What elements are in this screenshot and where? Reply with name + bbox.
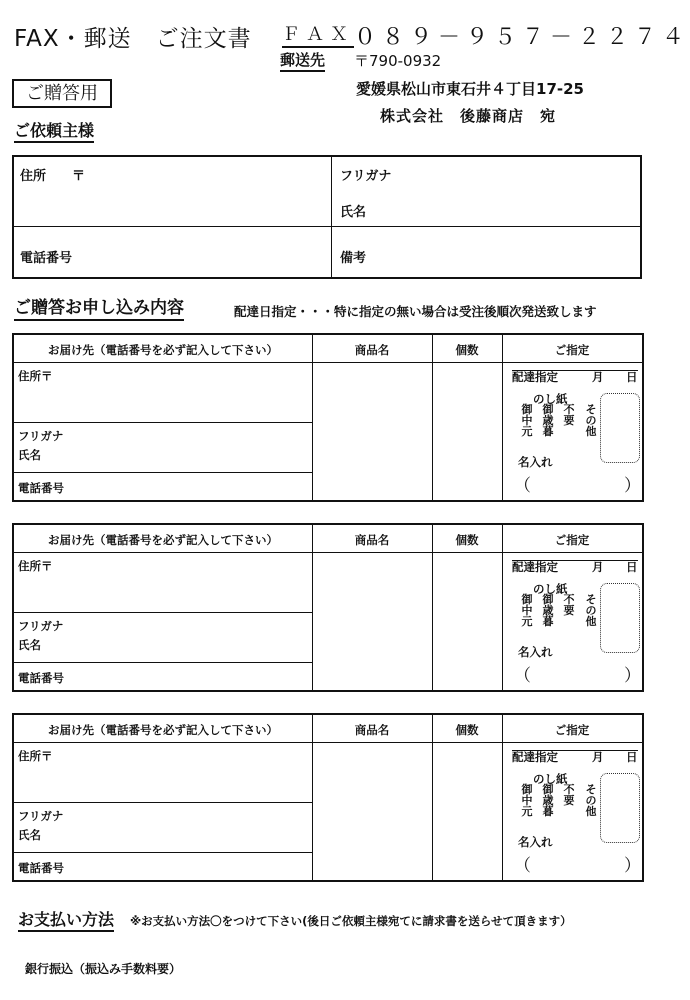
col-quantity: 個数 [455, 533, 479, 547]
col-recipient: お届け先（電話番号を必ず記入して下さい） [48, 723, 278, 737]
order-title: ご贈答お申し込み内容 [14, 297, 184, 321]
col-recipient: お届け先（電話番号を必ず記入して下さい） [48, 533, 278, 547]
recipient-address-field[interactable]: 住所〒 [18, 749, 53, 763]
month-label: 月 [592, 750, 604, 764]
other-note-box[interactable] [600, 583, 640, 653]
page-title: FAX・郵送 ご注文書 [14, 26, 252, 52]
option-oseibo[interactable]: 御 歳 暮 [542, 403, 554, 438]
date-label: 配達指定 [512, 560, 558, 574]
payment-title: お支払い方法 [18, 909, 114, 932]
requester-furigana-field[interactable]: フリガナ [340, 169, 392, 184]
recipient-address-field[interactable]: 住所〒 [18, 369, 53, 383]
option-goc[interactable]: 御 中 元 [521, 403, 533, 438]
col-instructions: ご指定 [554, 533, 590, 547]
noshi-label: のし紙 [533, 392, 568, 406]
divider [432, 335, 433, 500]
date-label: 配達指定 [512, 750, 558, 764]
divider [312, 525, 313, 690]
option-goc[interactable]: 御 中 元 [521, 783, 533, 818]
delivery-date-field[interactable] [512, 370, 638, 384]
recipient-name-field[interactable]: 氏名 [18, 828, 41, 842]
divider [14, 422, 312, 423]
divider [14, 612, 312, 613]
mail-zip: 〒790-0932 [354, 52, 442, 70]
requester-table [12, 155, 642, 279]
mail-address: 愛媛県松山市東石井４丁目17-25 [356, 80, 584, 98]
date-label: 配達指定 [512, 370, 558, 384]
other-note-box[interactable] [600, 773, 640, 843]
option-fuyou[interactable]: 不 要 [563, 403, 575, 427]
divider [14, 472, 312, 473]
option-fuyou[interactable]: 不 要 [563, 593, 575, 617]
delivery-note: 配達日指定・・・特に指定の無い場合は受注後順次発送致します [234, 304, 597, 319]
other-note-box[interactable] [600, 393, 640, 463]
recipient-phone-field[interactable]: 電話番号 [18, 671, 64, 685]
divider [432, 525, 433, 690]
divider [312, 715, 313, 880]
requester-name-field[interactable]: 氏名 [340, 205, 367, 220]
col-product: 商品名 [354, 723, 390, 737]
recipient-address-field[interactable]: 住所〒 [18, 559, 53, 573]
delivery-date-field[interactable] [512, 560, 638, 574]
divider [14, 852, 312, 853]
order-block-3 [12, 713, 644, 882]
divider [14, 662, 312, 663]
col-quantity: 個数 [455, 723, 479, 737]
paren-open: （ [514, 476, 531, 496]
recipient-furigana-field[interactable]: フリガナ [18, 809, 64, 823]
col-product: 商品名 [354, 533, 390, 547]
company-name: 株式会社 後藤商店 宛 [380, 107, 557, 125]
recipient-phone-field[interactable]: 電話番号 [18, 481, 64, 495]
recipient-name-field[interactable]: 氏名 [18, 448, 41, 462]
requester-address-field[interactable]: 住所 〒 [20, 169, 86, 184]
delivery-date-field[interactable] [512, 750, 638, 764]
mail-label: 郵送先 [280, 51, 325, 72]
day-label: 日 [626, 750, 638, 764]
payment-note: ※お支払い方法〇をつけて下さい(後日ご依頼主様宛てに請求書を送らせて頂きます） [130, 914, 572, 928]
name-insert-label: 名入れ [518, 645, 553, 659]
divider [432, 715, 433, 880]
divider [331, 157, 332, 277]
name-insert-label: 名入れ [518, 455, 553, 469]
divider [502, 525, 503, 690]
recipient-furigana-field[interactable]: フリガナ [18, 429, 64, 443]
col-instructions: ご指定 [554, 343, 590, 357]
recipient-furigana-field[interactable]: フリガナ [18, 619, 64, 633]
divider [312, 335, 313, 500]
option-oseibo[interactable]: 御 歳 暮 [542, 593, 554, 628]
requester-title: ご依頼主様 [14, 120, 94, 143]
recipient-name-field[interactable]: 氏名 [18, 638, 41, 652]
name-insert-label: 名入れ [518, 835, 553, 849]
col-quantity: 個数 [455, 343, 479, 357]
paren-close: ） [624, 476, 641, 496]
gift-label-box: ご贈答用 [12, 79, 112, 108]
recipient-phone-field[interactable]: 電話番号 [18, 861, 64, 875]
divider [14, 802, 312, 803]
paren-open: （ [514, 856, 531, 876]
fax-number: ０８９－９５７－２２７４ [354, 25, 690, 50]
option-goc[interactable]: 御 中 元 [521, 593, 533, 628]
divider [14, 226, 640, 227]
col-recipient: お届け先（電話番号を必ず記入して下さい） [48, 343, 278, 357]
requester-phone-field[interactable]: 電話番号 [20, 251, 73, 266]
option-sonota[interactable]: そ の 他 [585, 783, 597, 818]
option-sonota[interactable]: そ の 他 [585, 403, 597, 438]
fax-label: ＦＡＸ [282, 24, 354, 48]
day-label: 日 [626, 370, 638, 384]
noshi-label: のし紙 [533, 582, 568, 596]
paren-close: ） [624, 856, 641, 876]
option-fuyou[interactable]: 不 要 [563, 783, 575, 807]
day-label: 日 [626, 560, 638, 574]
paren-close: ） [624, 666, 641, 686]
col-instructions: ご指定 [554, 723, 590, 737]
noshi-label: のし紙 [533, 772, 568, 786]
divider [502, 715, 503, 880]
col-product: 商品名 [354, 343, 390, 357]
divider [502, 335, 503, 500]
paren-open: （ [514, 666, 531, 686]
option-oseibo[interactable]: 御 歳 暮 [542, 783, 554, 818]
requester-remarks-field[interactable]: 備考 [340, 251, 367, 266]
payment-option-bank[interactable]: 銀行振込（振込み手数料要） [25, 962, 182, 976]
order-block-1 [12, 333, 644, 502]
order-block-2 [12, 523, 644, 692]
month-label: 月 [592, 370, 604, 384]
month-label: 月 [592, 560, 604, 574]
option-sonota[interactable]: そ の 他 [585, 593, 597, 628]
